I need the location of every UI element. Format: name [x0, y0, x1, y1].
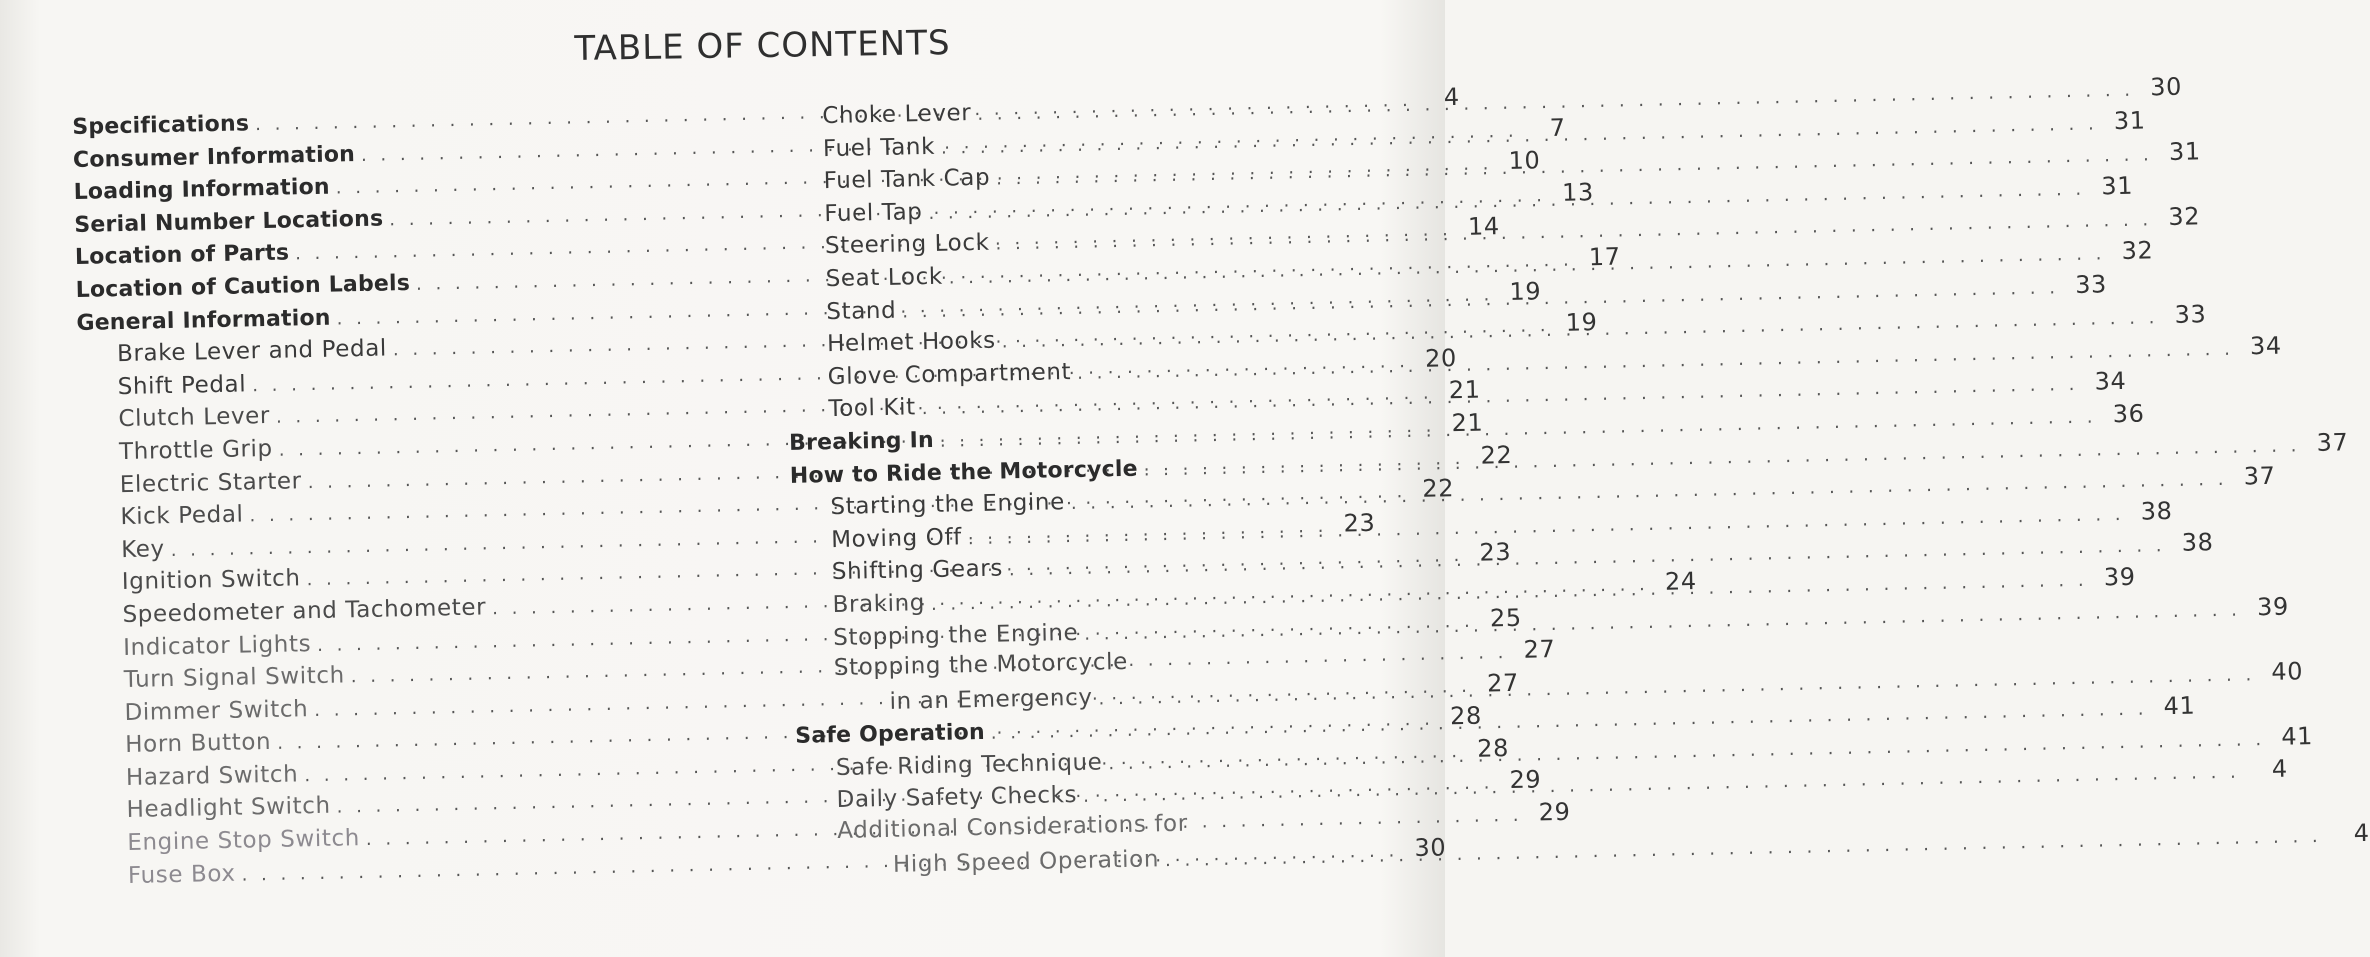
toc-entry-label: Additional Considerations for — [837, 810, 1189, 845]
toc-entry-page: 28 — [1449, 701, 1483, 731]
toc-entry-label: Seat Lock — [825, 263, 943, 293]
page-title: TABLE OF CONTENTS — [574, 23, 951, 69]
toc-entry-page: 41 — [2163, 691, 2196, 721]
toc-entry-page: 34 — [2249, 331, 2283, 361]
toc-entry-page: 32 — [2121, 236, 2154, 265]
toc-entry-page: 21 — [1448, 375, 1481, 405]
toc-entry-label: Brake Lever and Pedal — [116, 335, 388, 368]
toc-entry-label: Stopping the Engine — [832, 619, 1079, 651]
toc-entry-label: Ignition Switch — [121, 565, 301, 596]
toc-entry-page: 7 — [1549, 113, 1566, 142]
toc-entry-page: 17 — [1588, 242, 1621, 272]
toc-entry-label: Specifications — [72, 111, 250, 140]
toc-entry-label: Key — [120, 535, 165, 563]
toc-entry-label: Kick Pedal — [120, 501, 244, 531]
toc-entry-label: Braking — [832, 590, 926, 618]
toc-entry-label: Fuel Tap — [824, 198, 923, 227]
toc-entry-label: Breaking In — [788, 427, 935, 456]
toc-entry-label: Horn Button — [125, 729, 272, 759]
toc-entry-page: 20 — [1424, 343, 1458, 373]
toc-entry-label: Fuel Tank — [822, 133, 936, 162]
toc-entry-label: How to Ride the Motorcycle — [789, 456, 1138, 489]
toc-entry-label: Starting the Engine — [830, 489, 1066, 521]
toc-entry-label: Indicator Lights — [122, 630, 312, 661]
toc-entry-label: Throttle Grip — [118, 435, 273, 466]
toc-entry-page: 41 — [2280, 721, 2314, 751]
toc-entry-page: 30 — [1414, 833, 1447, 862]
toc-entry-label: Headlight Switch — [126, 793, 331, 824]
toc-entry-page: 4 — [1443, 82, 1461, 112]
toc-entry-label: Engine Stop Switch — [127, 825, 361, 857]
toc-entry-label: Tool Kit — [828, 394, 916, 423]
toc-entry-label: Moving Off — [830, 524, 963, 553]
toc-entry-page: 39 — [2103, 562, 2136, 592]
toc-entry-page: 30 — [2149, 72, 2183, 102]
toc-entry-label: Serial Number Locations — [74, 206, 384, 238]
toc-entry-page: 33 — [2074, 269, 2108, 299]
toc-entry-page: 39 — [2256, 592, 2290, 621]
toc-entry-page: 37 — [2243, 461, 2276, 491]
toc-entry-label: General Information — [76, 305, 331, 336]
toc-entry-label: Location of Caution Labels — [75, 270, 411, 303]
toc-entry-label: Daily Safety Checks — [836, 782, 1078, 814]
toc-entry-label: Hazard Switch — [125, 761, 299, 791]
toc-entry-page: 40 — [2271, 656, 2304, 686]
toc-entry-label: Safe Riding Technique — [835, 749, 1103, 781]
toc-entry-page: 4 — [2271, 755, 2289, 784]
toc-entry-page: 31 — [2113, 106, 2146, 135]
toc-entry-label: Electric Starter — [119, 467, 302, 498]
toc-entry-label: Fuse Box — [127, 860, 236, 889]
toc-entry-label: Safe Operation — [795, 720, 986, 750]
toc-entry-label: Stand — [826, 297, 897, 325]
toc-entry-label: Fuel Tank Cap — [823, 164, 991, 195]
toc-entry-page: 28 — [1476, 733, 1510, 763]
toc-entry-page: 36 — [2112, 399, 2145, 429]
toc-entry-label: Loading Information — [73, 174, 331, 206]
toc-entry-page: 21 — [1451, 408, 1484, 438]
toc-entry-page: 10 — [1508, 146, 1541, 176]
toc-entry-label: Dimmer Switch — [124, 695, 309, 726]
toc-entry-page: 31 — [2101, 171, 2134, 201]
toc-entry-label: Clutch Lever — [118, 403, 271, 433]
toc-entry-label: Consumer Information — [72, 141, 356, 173]
toc-entry-page: 13 — [1561, 177, 1595, 207]
toc-entry-page: 29 — [1538, 797, 1571, 827]
toc-entry-page: 22 — [1422, 474, 1455, 503]
toc-leader-dots — [1194, 826, 1414, 831]
toc-entry-label: Glove Compartment — [827, 358, 1072, 390]
toc-entry-label: Steering Lock — [824, 230, 990, 260]
toc-entry-label: in an Emergency — [889, 684, 1093, 715]
toc-entry-page: 23 — [1479, 538, 1512, 567]
toc-entry-label: Choke Lever — [822, 100, 972, 130]
toc-entry-page: 37 — [2316, 427, 2349, 457]
toc-entry-label: Turn Signal Switch — [123, 662, 346, 694]
toc-entry-page: 34 — [2094, 367, 2127, 396]
toc-entry-label: Location of Parts — [74, 240, 290, 271]
toc-entry-page — [1420, 825, 1462, 826]
toc-entry-page — [1417, 662, 1459, 663]
toc-entry-page: 32 — [2168, 202, 2201, 232]
toc-entry-page: 27 — [1486, 668, 1520, 698]
toc-entry-page: 19 — [1509, 276, 1542, 306]
toc-entry-page: 33 — [2174, 300, 2207, 330]
toc-entry-label: Shift Pedal — [117, 371, 247, 400]
toc-entry-page: 38 — [2140, 496, 2173, 526]
toc-entry-page: 19 — [1565, 308, 1598, 337]
toc-entry-page: 14 — [1467, 212, 1501, 242]
toc-entry-label: High Speed Operation — [892, 845, 1160, 878]
toc-entry-page: 31 — [2168, 137, 2202, 167]
toc-entry-page: 4 — [2353, 818, 2370, 847]
toc-entry-page: 29 — [1509, 765, 1542, 795]
toc-entry-label: Helmet Hooks — [826, 327, 996, 358]
toc-entry-label: Speedometer and Tachometer — [122, 594, 487, 628]
toc-entry-page: 24 — [1664, 566, 1698, 596]
toc-entry-page: 22 — [1480, 440, 1513, 470]
toc-entry-page: 23 — [1343, 508, 1376, 538]
toc-entry-label: Shifting Gears — [831, 555, 1004, 586]
toc-entry-page: 27 — [1523, 635, 1556, 664]
toc-leader-dots — [1134, 663, 1411, 669]
toc-entry-label: Stopping the Motorcycle — [833, 648, 1129, 682]
toc-entry-page: 38 — [2181, 528, 2214, 558]
toc-entry-page: 25 — [1489, 603, 1523, 632]
